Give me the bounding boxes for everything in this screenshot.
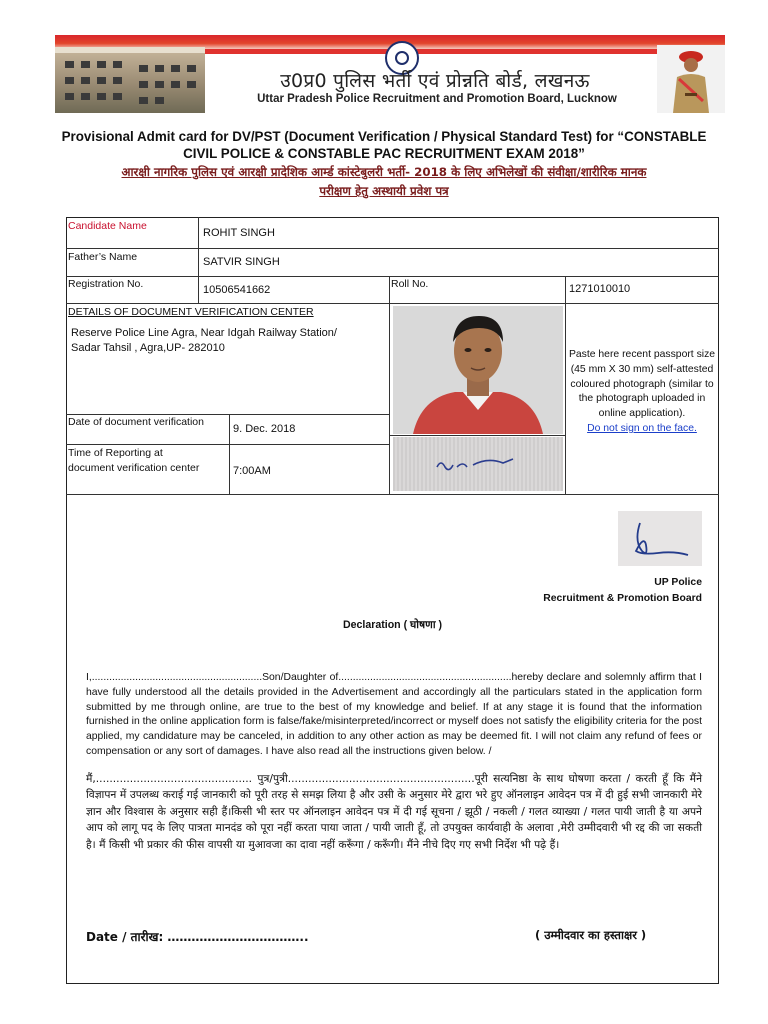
declaration-english: I,...........................................................Son/Daughter of............................................................hereby declare and solemnly affirm that I have fully understood all the details provided in the Advertisement and accordingly all the particulars stated in the application form submitted by me through online, are true to the best of my knowledge and belief. If at any stage it is found that the information furnished in the online application form is false/fake/misinterpreted/incorrect or myself does not satisfy the eligibility criteria for the post applied, my candidature may be canceled, in addition to any other action as may be deemed fit. I will not claim any refund of fees or compensation or any sort of damages. I have also read all the instructions given below. / (86, 672, 702, 757)
center-details-label: DETAILS OF DOCUMENT VERIFICATION CENTER (68, 306, 314, 318)
admit-card-title-hindi-line1: आरक्षी नागरिक पुलिस एवं आरक्षी प्रादेशिक आर्म्ड कांस्टेबुलरी भर्ती- 2018 के लिए अभिलेखों की संवीक्षा/शारीरिक मानक (121, 165, 647, 179)
verification-date-label: Date of document verification (68, 416, 204, 428)
reporting-time-label-line2: document verification center (68, 462, 200, 474)
header-banner (55, 35, 725, 113)
roll-no-label: Roll No. (391, 278, 429, 290)
board-name-hindi: उ0प्र0 पुलिस भर्ती एवं प्रोन्नति बोर्ड, लखनऊ (280, 70, 590, 92)
candidate-signature-image (393, 437, 563, 491)
police-officer-icon (657, 45, 725, 113)
reporting-time-label-line1: Time of Reporting at (68, 447, 163, 459)
photo-instruction-text: Paste here recent passport size (45 mm X 30 mm) self-attested coloured photograph (similar to the photograph uploaded in online application). (568, 349, 716, 420)
authority-line1: UP Police (654, 577, 702, 588)
authority-line2: Recruitment & Promotion Board (543, 593, 702, 604)
candidate-name-value: ROHIT SINGH (203, 227, 275, 239)
candidate-name-label: Candidate Name (68, 220, 147, 232)
candidate-photo (393, 306, 563, 434)
banner-red-stripe (205, 49, 725, 54)
no-sign-warning: Do not sign on the face. (587, 422, 697, 434)
photo-instruction (567, 348, 717, 437)
declaration-title: Declaration ( घोषणा ) (342, 619, 443, 631)
admit-card-title-line2: CIVIL POLICE & CONSTABLE PAC RECRUITMENT EXAM 2018” (183, 146, 585, 161)
registration-value: 10506541662 (203, 284, 271, 296)
authority-signature-image (618, 511, 702, 566)
father-name-value: SATVIR SINGH (203, 256, 280, 268)
admit-card-title-line1: Provisional Admit card for DV/PST (Document Verification / Physical Standard Test) for “CONSTABLE (61, 129, 707, 144)
reporting-time-value: 7:00AM (233, 465, 271, 477)
registration-label: Registration No. (68, 278, 144, 290)
verification-date-value: 9. Dec. 2018 (233, 423, 296, 435)
declaration-date-field: Date / तारीख: …………………………….. (86, 930, 309, 944)
board-name-english: Uttar Pradesh Police Recruitment and Promotion Board, Lucknow (257, 93, 617, 105)
declaration-hindi: मैं,.............................................. पुत्र/पुत्री.......................................................पूरी सत्यनिष्ठा के साथ घोषणा करता / करती हूँ कि मैंने विज्ञापन में उपलब्ध कराई गई जानकारी को पूरी तरह से समझ लिया है और उसी के अनुसार मेरे द्वारा भरे हुए ऑनलाइन आवेदन पत्र में दी हुई सभी जानकारी मेरे ज्ञान और विश्वास के अनुसार सही हैं।किसी भी स्तर पर ऑनलाइन आवेदन पत्र में दी गई सूचना / झूठी / नकली / गलत व्याख्या / गलत पायी जाती है या अपने आप को लागू पद के लिए पात्रता मानदंड को पूरा नहीं करता पाया जाता / पायी जाती हूँ, तो उपयुक्त कार्यवाही के अलावा ,मेरी उम्मीदवारी भी रद्द की जा सकती है। मैं किसी भी प्रकार की फीस वापसी या मुआवजा का दावा नहीं करूँगा / करूँगी। मैंने नीचे दिए गए सभी निर्देश भी पढ़े हैं। (86, 772, 702, 851)
center-address-line1: Reserve Police Line Agra, Near Idgah Railway Station/ (71, 327, 337, 339)
building-image (55, 47, 205, 113)
candidate-signature-label: ( उम्मीदवार का हस्ताक्षर ) (535, 928, 647, 942)
admit-card-title-hindi-line2: परीक्षण हेतु अस्थायी प्रवेश पत्र (319, 184, 449, 198)
father-name-label: Father’s Name (68, 251, 138, 263)
roll-no-value: 1271010010 (569, 283, 631, 295)
center-address-line2: Sadar Tahsil , Agra,UP- 282010 (71, 342, 225, 354)
